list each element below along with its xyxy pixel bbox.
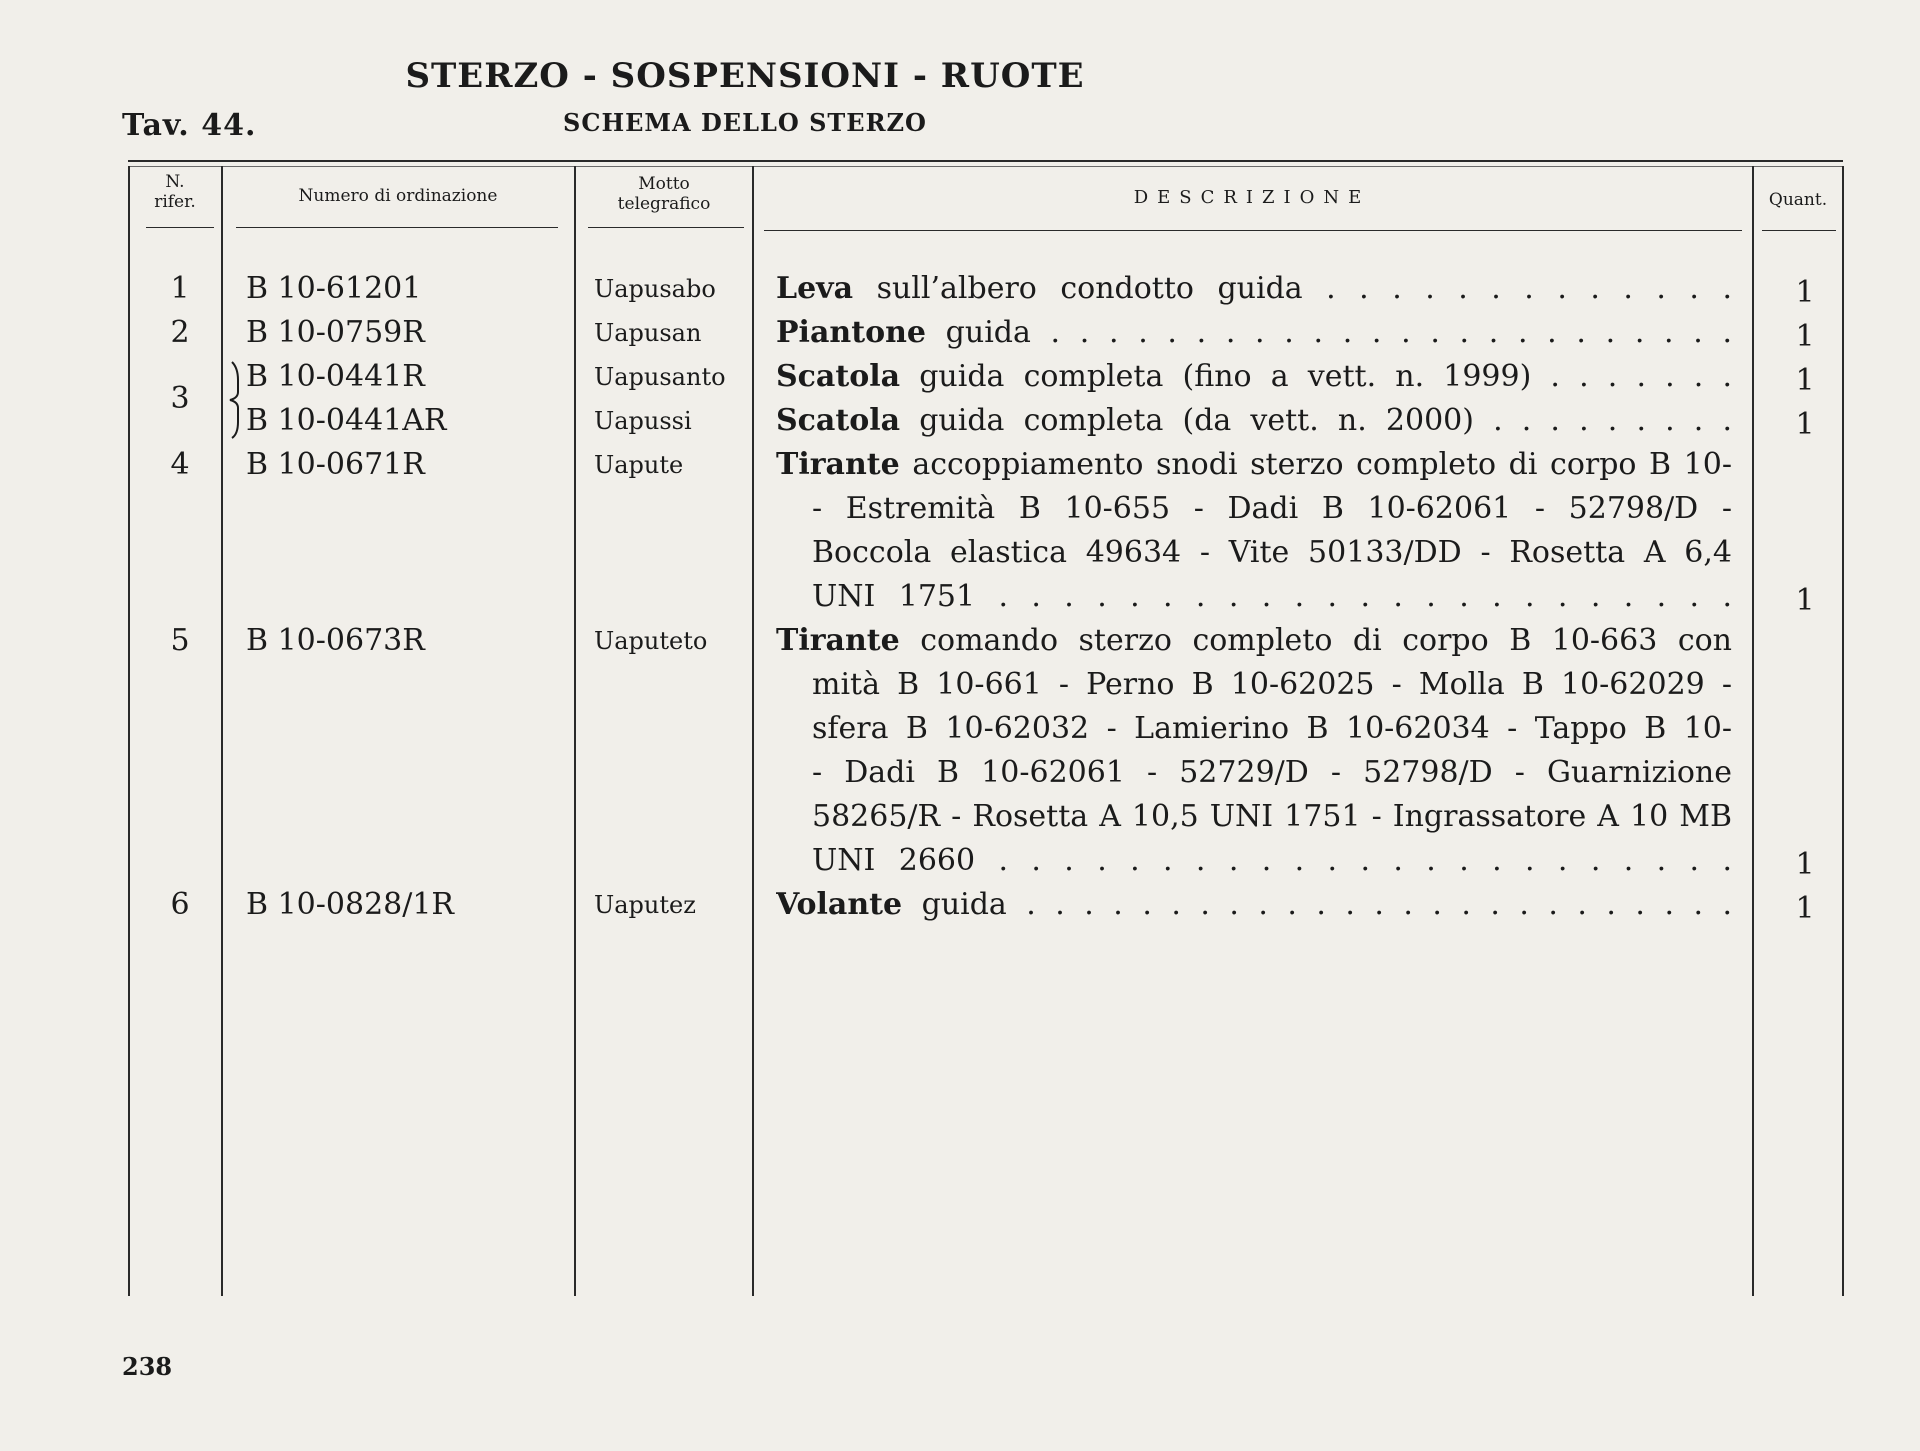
description-text: sull’albero condotto guida . . . . . . . . . . . . . (876, 271, 1732, 306)
row-description (776, 267, 1732, 311)
description-lead: Scatola (776, 403, 901, 438)
row-quantity: 1 (1795, 891, 1815, 926)
col-divider-1 (128, 166, 130, 1296)
description-line (776, 355, 1732, 399)
header-rule-order (236, 227, 558, 228)
table-top-rule-2 (128, 166, 1843, 167)
description-lead: Tirante (776, 447, 900, 482)
description-text: guida completa (da vett. n. 2000) . . . . . . . . . (919, 403, 1732, 438)
description-line (776, 619, 1732, 663)
row-motto: Uapusanto (594, 363, 726, 391)
description-lead: Leva (776, 271, 854, 306)
description-text: - Estremità B 10-655 - Dadi B 10-62061 - 52798/D - (812, 491, 1732, 526)
row-description (776, 443, 1732, 619)
row-order-number: B 10-0673R (246, 623, 425, 658)
row-ref: 2 (170, 315, 190, 350)
grouping-brace (226, 360, 246, 440)
col-divider-6 (1842, 166, 1844, 1296)
header-rule-motto (588, 227, 744, 228)
row-motto: Uapussi (594, 407, 692, 435)
row-ref: 3 (170, 381, 190, 416)
row-quantity: 1 (1795, 407, 1815, 442)
page-subtitle: SCHEMA DELLO STERZO (563, 108, 927, 137)
col-divider-5 (1752, 166, 1754, 1296)
description-text: accoppiamento snodi sterzo completo di corpo B 10- (912, 447, 1732, 482)
row-description (776, 355, 1732, 399)
header-rule-qty (1762, 230, 1836, 231)
description-text: mità B 10-661 - Perno B 10-62025 - Molla B 10-62029 - (812, 667, 1732, 702)
row-description (776, 311, 1732, 355)
description-text: UNI 1751 . . . . . . . . . . . . . . . . . . . . . . . (812, 579, 1732, 614)
row-order-number: B 10-0671R (246, 447, 425, 482)
row-motto: Uapute (594, 451, 684, 479)
row-order-number: B 10-0441AR (246, 403, 447, 438)
description-line (776, 883, 1732, 927)
description-lead: Scatola (776, 359, 901, 394)
row-description (776, 883, 1732, 927)
description-line (776, 839, 1732, 883)
description-text: sfera B 10-62032 - Lamierino B 10-62034 - Tappo B 10- (812, 711, 1732, 746)
row-ref: 1 (170, 271, 190, 306)
description-line (776, 663, 1732, 707)
table-top-rule (128, 160, 1843, 162)
header-ref (130, 172, 220, 212)
row-quantity: 1 (1795, 319, 1815, 354)
row-motto: Uapusan (594, 319, 702, 347)
description-lead: Tirante (776, 623, 900, 658)
row-order-number: B 10-0441R (246, 359, 425, 394)
col-divider-4 (752, 166, 754, 1296)
description-line (776, 751, 1732, 795)
description-line (776, 707, 1732, 751)
row-quantity: 1 (1795, 363, 1815, 398)
row-motto: Uaputez (594, 891, 696, 919)
description-line (776, 399, 1732, 443)
description-line (776, 267, 1732, 311)
page-title: STERZO - SOSPENSIONI - RUOTE (405, 56, 1085, 96)
row-quantity: 1 (1795, 847, 1815, 882)
description-text: guida . . . . . . . . . . . . . . . . . . . . . . . . . (921, 887, 1732, 922)
header-rule-ref (146, 227, 214, 228)
description-line (776, 795, 1732, 839)
row-order-number: B 10-0828/1R (246, 887, 455, 922)
col-divider-2 (221, 166, 223, 1296)
header-order: Numero di ordinazione (298, 186, 498, 206)
description-text: guida completa (fino a vett. n. 1999) . . . . . . . (919, 359, 1732, 394)
row-ref: 5 (170, 623, 190, 658)
description-line (776, 311, 1732, 355)
header-rule-desc (764, 230, 1742, 231)
page-number: 238 (122, 1352, 173, 1381)
description-line (776, 487, 1732, 531)
description-text: comando sterzo completo di corpo B 10-663 con (920, 623, 1732, 658)
plate-number: Tav. 44. (122, 108, 257, 143)
description-line (776, 531, 1732, 575)
row-quantity: 1 (1795, 583, 1815, 618)
row-description (776, 399, 1732, 443)
description-lead: Volante (776, 887, 903, 922)
row-ref: 6 (170, 887, 190, 922)
description-text: guida . . . . . . . . . . . . . . . . . . . . . . . . (945, 315, 1732, 350)
header-motto-line1: Motto (638, 174, 690, 194)
header-ref-line1: N. (165, 172, 185, 192)
row-motto: Uaputeto (594, 627, 708, 655)
header-description: DESCRIZIONE (1133, 187, 1371, 208)
header-motto (576, 174, 752, 214)
row-order-number: B 10-0759R (246, 315, 425, 350)
header-motto-line2: telegrafico (617, 194, 711, 214)
row-ref: 4 (170, 447, 190, 482)
description-text: - Dadi B 10-62061 - 52729/D - 52798/D - Guarnizione (812, 755, 1732, 790)
description-text: 58265/R - Rosetta A 10,5 UNI 1751 - Ingrassatore A 10 MB (812, 799, 1732, 834)
row-motto: Uapusabo (594, 275, 716, 303)
row-description (776, 619, 1732, 883)
description-line (776, 575, 1732, 619)
description-line (776, 443, 1732, 487)
header-qty: Quant. (1768, 190, 1828, 210)
row-quantity: 1 (1795, 275, 1815, 310)
description-text: UNI 2660 . . . . . . . . . . . . . . . . . . . . . . . (812, 843, 1732, 878)
description-lead: Piantone (776, 315, 926, 350)
description-text: Boccola elastica 49634 - Vite 50133/DD - Rosetta A 6,4 (812, 535, 1732, 570)
row-order-number: B 10-61201 (246, 271, 422, 306)
col-divider-3 (574, 166, 576, 1296)
header-ref-line2: rifer. (154, 192, 196, 212)
